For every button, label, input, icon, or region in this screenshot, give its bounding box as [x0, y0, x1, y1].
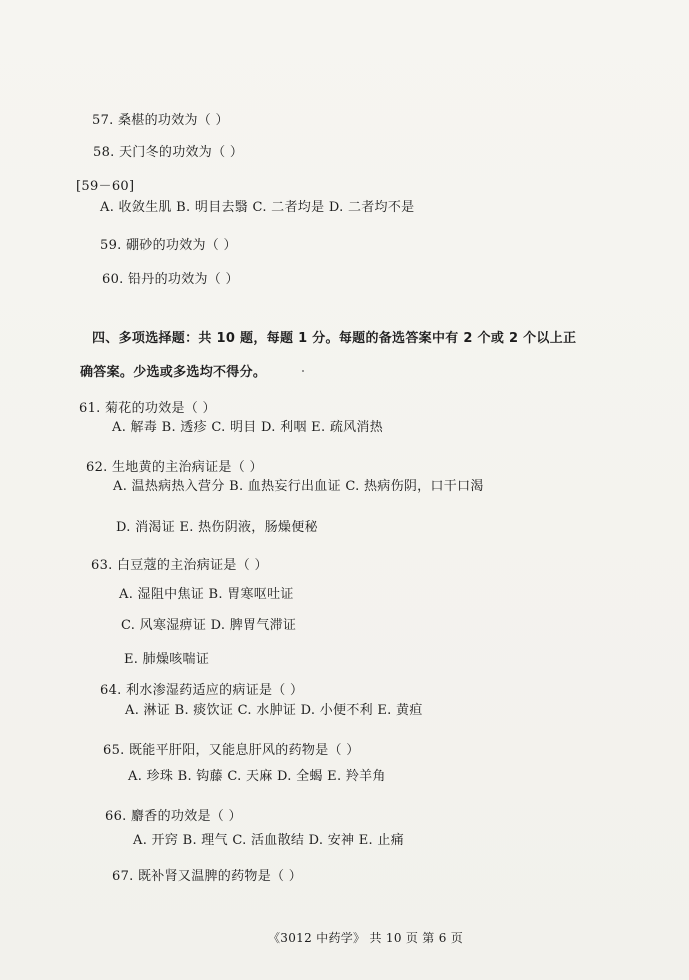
question-65: 65. 既能平肝阳，又能息肝风的药物是（ ） — [103, 743, 360, 758]
options-63-line3: E. 肺燥咳喘证 — [124, 652, 210, 667]
question-63: 63. 白豆蔻的主治病证是（ ） — [91, 558, 268, 573]
options-63-line1: A. 湿阻中焦证 B. 胃寒呕吐证 — [119, 587, 294, 602]
group-heading-59-60: [59－60] — [76, 179, 135, 194]
question-67: 67. 既补肾又温脾的药物是（ ） — [112, 869, 303, 884]
question-59: 59. 硼砂的功效为（ ） — [100, 238, 237, 253]
section-four-heading: 四、多项选择题：共 10 题，每题 1 分。每题的备选答案中有 2 个或 2 个以上正 — [92, 331, 577, 346]
options-63-line2: C. 风寒湿痹证 D. 脾胃气滞证 — [121, 618, 297, 633]
options-62-line2: D. 消渴证 E. 热伤阴液，肠燥便秘 — [116, 520, 318, 535]
options-64: A. 淋证 B. 痰饮证 C. 水肿证 D. 小便不利 E. 黄疸 — [125, 703, 423, 718]
page-footer: 《3012 中药学》 共 10 页 第 6 页 — [268, 931, 464, 945]
question-64: 64. 利水渗湿药适应的病证是（ ） — [100, 683, 304, 698]
question-66: 66. 麝香的功效是（ ） — [105, 809, 242, 824]
question-61: 61. 菊花的功效是（ ） — [79, 401, 216, 416]
group-options-59-60: A. 收敛生肌 B. 明目去翳 C. 二者均是 D. 二者均不是 — [100, 200, 415, 215]
question-58: 58. 天门冬的功效为（ ） — [93, 145, 244, 160]
options-65: A. 珍珠 B. 钩藤 C. 天麻 D. 全蝎 E. 羚羊角 — [128, 769, 386, 784]
question-57: 57. 桑椹的功效为（ ） — [92, 113, 229, 128]
scan-speck — [302, 370, 304, 372]
options-62-line1: A. 温热病热入营分 B. 血热妄行出血证 C. 热病伤阴，口干口渴 — [113, 479, 484, 494]
options-66: A. 开窍 B. 理气 C. 活血散结 D. 安神 E. 止痛 — [133, 833, 405, 848]
section-four-heading-cont: 确答案。少选或多选均不得分。 — [80, 365, 267, 380]
question-60: 60. 铅丹的功效为（ ） — [102, 272, 239, 287]
options-61: A. 解毒 B. 透疹 C. 明目 D. 利咽 E. 疏风消热 — [112, 420, 384, 435]
question-62: 62. 生地黄的主治病证是（ ） — [86, 460, 263, 475]
